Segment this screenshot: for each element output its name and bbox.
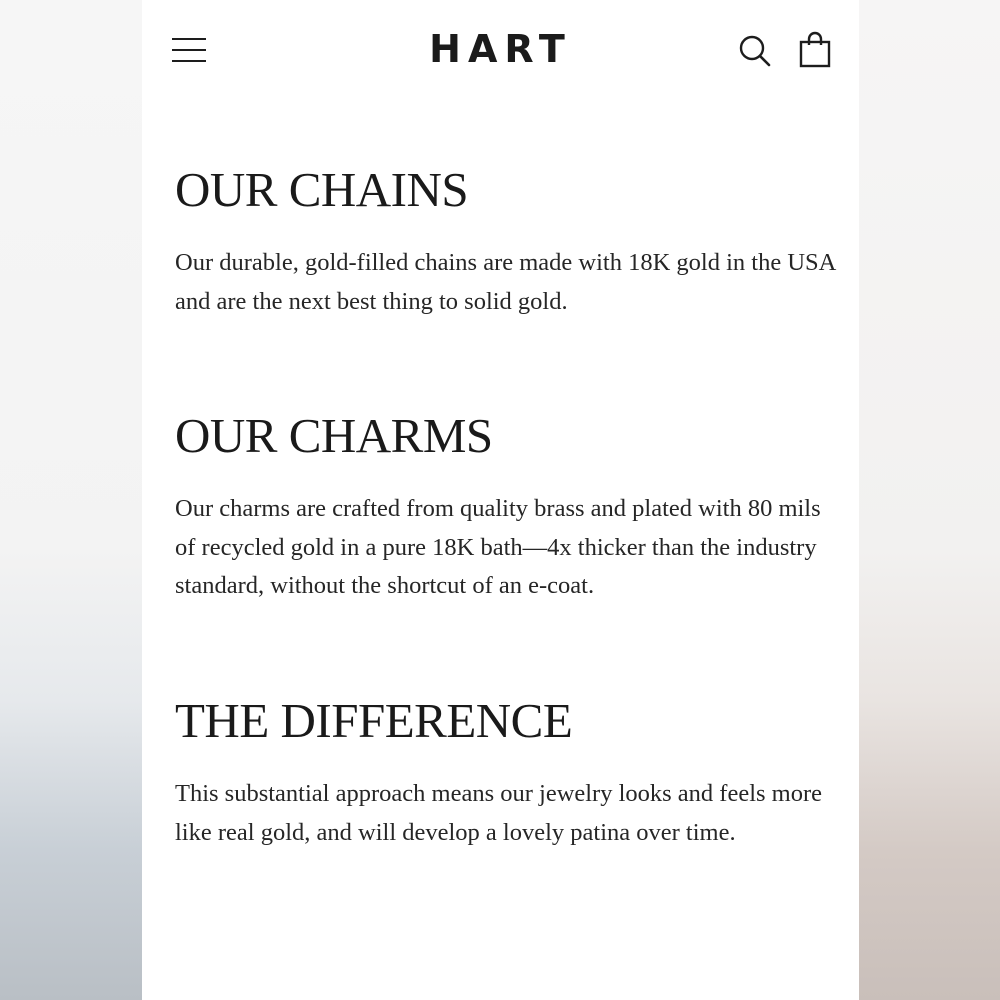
search-button[interactable] (738, 34, 772, 68)
section-title-chains: OUR CHAINS (175, 162, 469, 217)
page-container (142, 0, 859, 1000)
site-header (142, 0, 859, 100)
blurred-background-left (0, 0, 142, 1000)
blurred-background-right (859, 0, 1000, 1000)
cart-button[interactable] (799, 31, 831, 69)
section-body-difference: This substantial approach means our jewelry looks and feels more like real gold, and will develop a lovely patina over time. (175, 780, 823, 846)
section-body-chains: Our durable, gold-filled chains are made with 18K gold in the USA and are the next best thing to solid gold. (175, 249, 835, 315)
section-title-difference: THE DIFFERENCE (175, 693, 573, 748)
section-title-charms: OUR CHARMS (175, 408, 493, 463)
shopping-bag-icon (799, 31, 831, 69)
search-icon (738, 34, 772, 68)
section-body-charms: Our charms are crafted from quality brass and plated with 80 mils of recycled gold in a pure 18K bath—4x thicker than the industry standard, without the shortcut of an e-coat. (175, 495, 821, 599)
brand-logo[interactable]: HART (429, 27, 572, 71)
